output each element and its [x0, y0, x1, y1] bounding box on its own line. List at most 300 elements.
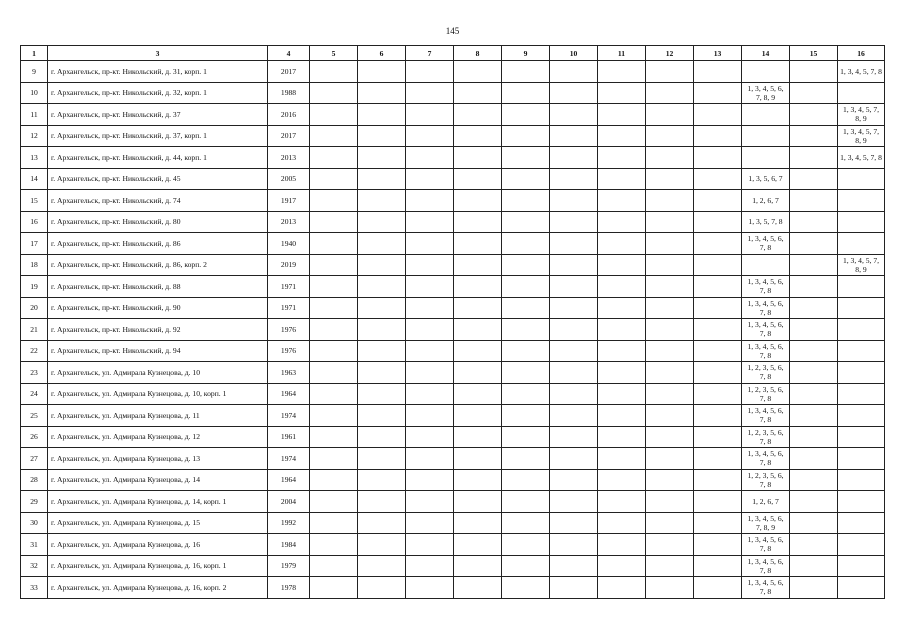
empty-cell: [646, 104, 694, 126]
empty-cell: [790, 125, 838, 147]
empty-cell: [598, 82, 646, 104]
table-row: [21, 147, 885, 169]
empty-cell: [358, 61, 406, 83]
empty-cell: [454, 448, 502, 470]
empty-cell: [646, 319, 694, 341]
empty-cell: [646, 555, 694, 577]
column-header: 4: [268, 46, 310, 61]
empty-cell: [694, 254, 742, 276]
empty-cell: [790, 383, 838, 405]
year-cell: 1963: [268, 362, 310, 384]
table-row: [21, 254, 885, 276]
year-cell: 2005: [268, 168, 310, 190]
empty-cell: [550, 469, 598, 491]
row-number-cell: 12: [21, 125, 48, 147]
empty-cell: [502, 383, 550, 405]
column-header: 11: [598, 46, 646, 61]
empty-cell: [694, 319, 742, 341]
empty-cell: [598, 233, 646, 255]
empty-cell: [790, 168, 838, 190]
row-number-cell: 20: [21, 297, 48, 319]
table-row: [21, 61, 885, 83]
empty-cell: [502, 104, 550, 126]
empty-cell: [310, 125, 358, 147]
empty-cell: [550, 405, 598, 427]
row-number-cell: 23: [21, 362, 48, 384]
empty-cell: [454, 254, 502, 276]
column-16-cell: [838, 383, 885, 405]
empty-cell: [646, 383, 694, 405]
column-16-cell: [838, 362, 885, 384]
empty-cell: [406, 426, 454, 448]
column-16-cell: [838, 82, 885, 104]
empty-cell: [790, 362, 838, 384]
empty-cell: [646, 276, 694, 298]
year-cell: 1992: [268, 512, 310, 534]
column-14-cell: [742, 254, 790, 276]
column-14-cell: 1, 2, 3, 5, 6, 7, 8: [742, 383, 790, 405]
address-cell: г. Архангельск, пр-кт. Никольский, д. 80: [48, 211, 268, 233]
empty-cell: [502, 61, 550, 83]
empty-cell: [406, 491, 454, 513]
empty-cell: [502, 491, 550, 513]
row-number-cell: 14: [21, 168, 48, 190]
column-16-cell: [838, 211, 885, 233]
empty-cell: [598, 448, 646, 470]
year-cell: 1979: [268, 555, 310, 577]
column-14-cell: 1, 3, 4, 5, 6, 7, 8: [742, 340, 790, 362]
empty-cell: [598, 362, 646, 384]
empty-cell: [358, 405, 406, 427]
year-cell: 1978: [268, 577, 310, 599]
empty-cell: [646, 448, 694, 470]
column-header: 3: [48, 46, 268, 61]
table-row: [21, 577, 885, 599]
address-cell: г. Архангельск, ул. Адмирала Кузнецова, д. 10, корп. 1: [48, 383, 268, 405]
empty-cell: [598, 125, 646, 147]
column-14-cell: 1, 3, 4, 5, 6, 7, 8: [742, 319, 790, 341]
row-number-cell: 33: [21, 577, 48, 599]
column-header: 14: [742, 46, 790, 61]
column-14-cell: 1, 2, 3, 5, 6, 7, 8: [742, 362, 790, 384]
empty-cell: [358, 211, 406, 233]
table-row: [21, 168, 885, 190]
empty-cell: [694, 168, 742, 190]
empty-cell: [406, 125, 454, 147]
empty-cell: [454, 512, 502, 534]
empty-cell: [790, 104, 838, 126]
empty-cell: [790, 577, 838, 599]
empty-cell: [598, 491, 646, 513]
empty-cell: [406, 104, 454, 126]
column-16-cell: 1, 3, 4, 5, 7, 8, 9: [838, 254, 885, 276]
empty-cell: [406, 319, 454, 341]
empty-cell: [358, 319, 406, 341]
empty-cell: [790, 448, 838, 470]
empty-cell: [598, 469, 646, 491]
address-cell: г. Архангельск, ул. Адмирала Кузнецова, д. 15: [48, 512, 268, 534]
empty-cell: [454, 211, 502, 233]
empty-cell: [790, 426, 838, 448]
empty-cell: [790, 190, 838, 212]
empty-cell: [502, 555, 550, 577]
empty-cell: [502, 362, 550, 384]
empty-cell: [454, 362, 502, 384]
empty-cell: [550, 319, 598, 341]
empty-cell: [646, 426, 694, 448]
row-number-cell: 18: [21, 254, 48, 276]
column-header: 10: [550, 46, 598, 61]
column-16-cell: [838, 534, 885, 556]
column-16-cell: [838, 190, 885, 212]
year-cell: 1971: [268, 276, 310, 298]
empty-cell: [694, 340, 742, 362]
column-14-cell: 1, 3, 4, 5, 6, 7, 8, 9: [742, 512, 790, 534]
address-cell: г. Архангельск, ул. Адмирала Кузнецова, д. 12: [48, 426, 268, 448]
empty-cell: [598, 276, 646, 298]
table-body: [21, 61, 885, 599]
table-row: [21, 383, 885, 405]
empty-cell: [694, 448, 742, 470]
empty-cell: [310, 254, 358, 276]
column-16-cell: [838, 469, 885, 491]
empty-cell: [502, 405, 550, 427]
row-number-cell: 32: [21, 555, 48, 577]
empty-cell: [694, 297, 742, 319]
empty-cell: [598, 104, 646, 126]
column-header: 13: [694, 46, 742, 61]
empty-cell: [790, 534, 838, 556]
empty-cell: [502, 469, 550, 491]
year-cell: 1917: [268, 190, 310, 212]
column-14-cell: 1, 3, 4, 5, 6, 7, 8: [742, 405, 790, 427]
table-row: [21, 233, 885, 255]
column-14-cell: 1, 3, 4, 5, 6, 7, 8: [742, 577, 790, 599]
row-number-cell: 27: [21, 448, 48, 470]
table-row: [21, 340, 885, 362]
row-number-cell: 19: [21, 276, 48, 298]
address-cell: г. Архангельск, ул. Адмирала Кузнецова, д. 16, корп. 2: [48, 577, 268, 599]
row-number-cell: 24: [21, 383, 48, 405]
address-cell: г. Архангельск, ул. Адмирала Кузнецова, д. 11: [48, 405, 268, 427]
empty-cell: [550, 190, 598, 212]
empty-cell: [454, 340, 502, 362]
empty-cell: [454, 297, 502, 319]
year-cell: 1974: [268, 448, 310, 470]
table-row: [21, 512, 885, 534]
column-14-cell: 1, 3, 4, 5, 6, 7, 8: [742, 233, 790, 255]
table-row: [21, 469, 885, 491]
empty-cell: [406, 168, 454, 190]
empty-cell: [358, 340, 406, 362]
page-number: 145: [445, 26, 460, 36]
empty-cell: [358, 491, 406, 513]
empty-cell: [694, 82, 742, 104]
column-header: 8: [454, 46, 502, 61]
year-cell: 1964: [268, 383, 310, 405]
year-cell: 2013: [268, 211, 310, 233]
empty-cell: [502, 190, 550, 212]
year-cell: 1974: [268, 405, 310, 427]
address-cell: г. Архангельск, пр-кт. Никольский, д. 86, корп. 2: [48, 254, 268, 276]
row-number-cell: 31: [21, 534, 48, 556]
row-number-cell: 28: [21, 469, 48, 491]
empty-cell: [502, 276, 550, 298]
empty-cell: [406, 383, 454, 405]
empty-cell: [406, 61, 454, 83]
empty-cell: [454, 405, 502, 427]
column-header: 15: [790, 46, 838, 61]
column-14-cell: 1, 3, 4, 5, 6, 7, 8: [742, 448, 790, 470]
empty-cell: [790, 491, 838, 513]
table-row: [21, 82, 885, 104]
empty-cell: [550, 147, 598, 169]
column-14-cell: [742, 125, 790, 147]
empty-cell: [454, 104, 502, 126]
empty-cell: [790, 555, 838, 577]
empty-cell: [598, 168, 646, 190]
empty-cell: [310, 426, 358, 448]
row-number-cell: 22: [21, 340, 48, 362]
column-16-cell: [838, 340, 885, 362]
empty-cell: [454, 233, 502, 255]
empty-cell: [358, 383, 406, 405]
empty-cell: [502, 147, 550, 169]
empty-cell: [598, 190, 646, 212]
year-cell: 1976: [268, 340, 310, 362]
column-16-cell: [838, 448, 885, 470]
empty-cell: [406, 211, 454, 233]
empty-cell: [406, 147, 454, 169]
table-row: [21, 319, 885, 341]
column-14-cell: 1, 3, 4, 5, 6, 7, 8: [742, 297, 790, 319]
empty-cell: [454, 491, 502, 513]
empty-cell: [694, 61, 742, 83]
address-cell: г. Архангельск, пр-кт. Никольский, д. 92: [48, 319, 268, 341]
empty-cell: [406, 577, 454, 599]
building-table: [20, 45, 885, 599]
empty-cell: [646, 211, 694, 233]
empty-cell: [406, 469, 454, 491]
row-number-cell: 25: [21, 405, 48, 427]
empty-cell: [646, 233, 694, 255]
column-16-cell: 1, 3, 4, 5, 7, 8: [838, 147, 885, 169]
table-row: [21, 555, 885, 577]
empty-cell: [310, 340, 358, 362]
empty-cell: [310, 233, 358, 255]
address-cell: г. Архангельск, пр-кт. Никольский, д. 88: [48, 276, 268, 298]
column-16-cell: [838, 276, 885, 298]
empty-cell: [598, 211, 646, 233]
empty-cell: [454, 190, 502, 212]
empty-cell: [550, 362, 598, 384]
empty-cell: [694, 383, 742, 405]
empty-cell: [550, 512, 598, 534]
empty-cell: [310, 276, 358, 298]
column-16-cell: [838, 426, 885, 448]
empty-cell: [646, 340, 694, 362]
year-cell: 2016: [268, 104, 310, 126]
empty-cell: [502, 168, 550, 190]
empty-cell: [550, 448, 598, 470]
column-header: 16: [838, 46, 885, 61]
empty-cell: [358, 555, 406, 577]
empty-cell: [550, 125, 598, 147]
empty-cell: [598, 340, 646, 362]
empty-cell: [454, 82, 502, 104]
column-16-cell: [838, 233, 885, 255]
empty-cell: [502, 534, 550, 556]
address-cell: г. Архангельск, пр-кт. Никольский, д. 86: [48, 233, 268, 255]
empty-cell: [790, 512, 838, 534]
empty-cell: [646, 82, 694, 104]
empty-cell: [310, 190, 358, 212]
empty-cell: [550, 168, 598, 190]
column-16-cell: 1, 3, 4, 5, 7, 8: [838, 61, 885, 83]
column-16-cell: 1, 3, 4, 5, 7, 8, 9: [838, 104, 885, 126]
empty-cell: [358, 104, 406, 126]
column-14-cell: 1, 3, 5, 6, 7: [742, 168, 790, 190]
empty-cell: [694, 147, 742, 169]
table-row: [21, 190, 885, 212]
year-cell: 1961: [268, 426, 310, 448]
empty-cell: [598, 254, 646, 276]
empty-cell: [550, 577, 598, 599]
empty-cell: [550, 233, 598, 255]
column-14-cell: 1, 3, 4, 5, 6, 7, 8: [742, 276, 790, 298]
column-14-cell: 1, 2, 3, 5, 6, 7, 8: [742, 469, 790, 491]
empty-cell: [406, 448, 454, 470]
empty-cell: [454, 577, 502, 599]
table-row: [21, 426, 885, 448]
empty-cell: [646, 469, 694, 491]
empty-cell: [454, 319, 502, 341]
empty-cell: [550, 491, 598, 513]
address-cell: г. Архангельск, ул. Адмирала Кузнецова, д. 13: [48, 448, 268, 470]
empty-cell: [550, 340, 598, 362]
empty-cell: [550, 297, 598, 319]
empty-cell: [694, 104, 742, 126]
empty-cell: [550, 383, 598, 405]
year-cell: 1971: [268, 297, 310, 319]
address-cell: г. Архангельск, ул. Адмирала Кузнецова, д. 14, корп. 1: [48, 491, 268, 513]
row-number-cell: 29: [21, 491, 48, 513]
empty-cell: [310, 555, 358, 577]
address-cell: г. Архангельск, ул. Адмирала Кузнецова, д. 14: [48, 469, 268, 491]
empty-cell: [310, 104, 358, 126]
empty-cell: [694, 233, 742, 255]
empty-cell: [502, 426, 550, 448]
empty-cell: [406, 254, 454, 276]
empty-cell: [598, 512, 646, 534]
empty-cell: [550, 104, 598, 126]
column-14-cell: [742, 61, 790, 83]
address-cell: г. Архангельск, пр-кт. Никольский, д. 90: [48, 297, 268, 319]
empty-cell: [550, 211, 598, 233]
column-14-cell: 1, 2, 6, 7: [742, 491, 790, 513]
empty-cell: [310, 147, 358, 169]
empty-cell: [358, 426, 406, 448]
empty-cell: [598, 577, 646, 599]
empty-cell: [646, 254, 694, 276]
empty-cell: [646, 534, 694, 556]
empty-cell: [598, 61, 646, 83]
empty-cell: [694, 512, 742, 534]
table-row: [21, 448, 885, 470]
empty-cell: [406, 233, 454, 255]
empty-cell: [646, 362, 694, 384]
column-16-cell: [838, 491, 885, 513]
column-14-cell: 1, 2, 6, 7: [742, 190, 790, 212]
empty-cell: [358, 448, 406, 470]
column-header: 5: [310, 46, 358, 61]
row-number-cell: 17: [21, 233, 48, 255]
column-header: 12: [646, 46, 694, 61]
empty-cell: [358, 233, 406, 255]
empty-cell: [646, 147, 694, 169]
empty-cell: [310, 61, 358, 83]
empty-cell: [406, 340, 454, 362]
empty-cell: [310, 448, 358, 470]
empty-cell: [598, 383, 646, 405]
empty-cell: [598, 426, 646, 448]
empty-cell: [646, 297, 694, 319]
empty-cell: [310, 297, 358, 319]
column-16-cell: [838, 168, 885, 190]
empty-cell: [694, 276, 742, 298]
empty-cell: [694, 555, 742, 577]
address-cell: г. Архангельск, ул. Адмирала Кузнецова, д. 10: [48, 362, 268, 384]
address-cell: г. Архангельск, ул. Адмирала Кузнецова, д. 16, корп. 1: [48, 555, 268, 577]
empty-cell: [694, 125, 742, 147]
empty-cell: [454, 469, 502, 491]
table-row: [21, 211, 885, 233]
column-header: 7: [406, 46, 454, 61]
address-cell: г. Архангельск, пр-кт. Никольский, д. 37: [48, 104, 268, 126]
empty-cell: [502, 512, 550, 534]
empty-cell: [646, 512, 694, 534]
empty-cell: [598, 147, 646, 169]
row-number-cell: 11: [21, 104, 48, 126]
empty-cell: [598, 297, 646, 319]
table-row: [21, 534, 885, 556]
empty-cell: [550, 254, 598, 276]
column-16-cell: [838, 405, 885, 427]
empty-cell: [406, 512, 454, 534]
column-16-cell: [838, 297, 885, 319]
empty-cell: [406, 276, 454, 298]
empty-cell: [598, 319, 646, 341]
empty-cell: [310, 577, 358, 599]
year-cell: 2017: [268, 61, 310, 83]
column-14-cell: 1, 3, 4, 5, 6, 7, 8: [742, 555, 790, 577]
empty-cell: [550, 82, 598, 104]
empty-cell: [310, 362, 358, 384]
year-cell: 1976: [268, 319, 310, 341]
empty-cell: [502, 297, 550, 319]
empty-cell: [310, 82, 358, 104]
empty-cell: [646, 577, 694, 599]
empty-cell: [502, 577, 550, 599]
empty-cell: [790, 340, 838, 362]
empty-cell: [358, 254, 406, 276]
column-16-cell: [838, 555, 885, 577]
empty-cell: [358, 362, 406, 384]
empty-cell: [502, 254, 550, 276]
empty-cell: [406, 82, 454, 104]
empty-cell: [358, 469, 406, 491]
address-cell: г. Архангельск, пр-кт. Никольский, д. 44, корп. 1: [48, 147, 268, 169]
